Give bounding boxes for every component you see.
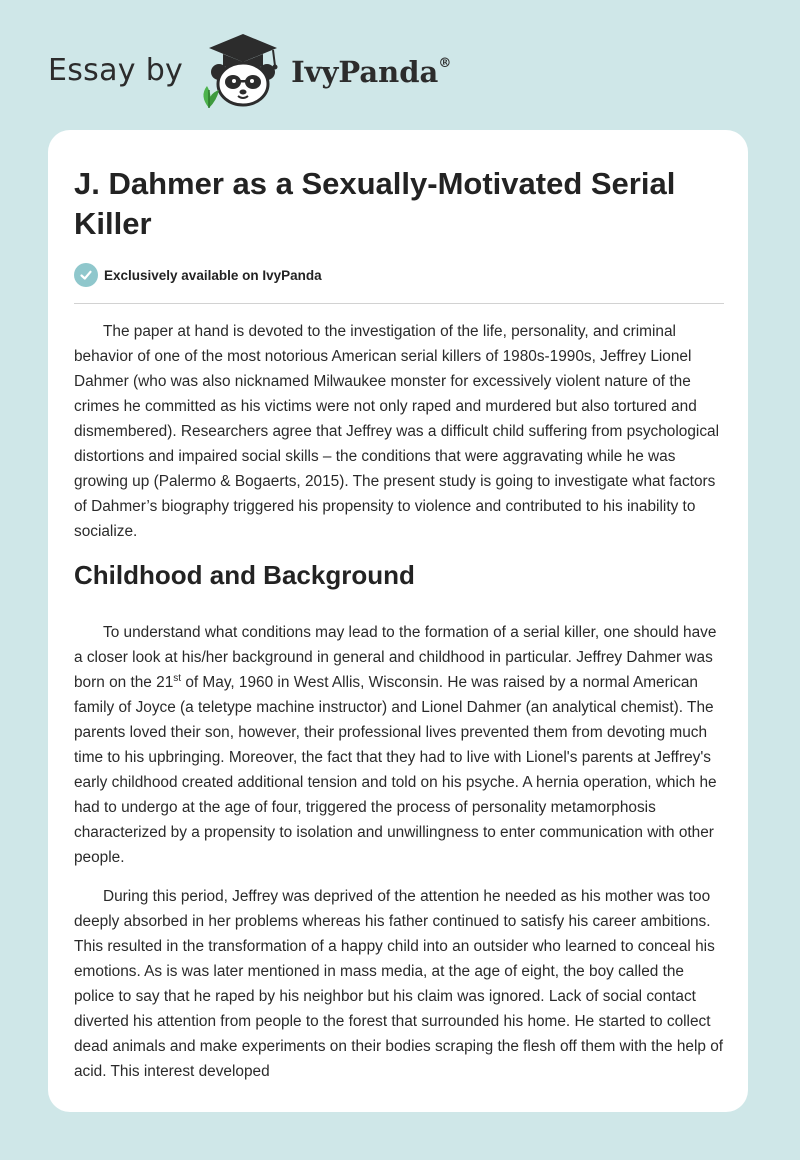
p2-text-after: of May, 1960 in West Allis, Wisconsin. He was raised by a normal American family of Joyce (a teletype machine instructor) and Lionel Dahmer (an analytical chemist). The parents loved their son, however, their professional lives prevented them from devoting much time to his upbringing. Moreover, the fact that they had to live with Lionel's parents at Jeffrey's early childhood created additional tension and told on his psyche. A hernia operation, which he had to undergo at the age of four, triggered the process of personality metamorphosis characterized by a propensity to isolation and unwillingness to enter communication with other people. bbox=[74, 674, 717, 866]
brand-label: IvyPanda bbox=[291, 55, 439, 89]
section-heading: Childhood and Background bbox=[74, 560, 415, 590]
essay-card bbox=[48, 130, 748, 1112]
brand-name[interactable] bbox=[291, 55, 451, 89]
exclusive-badge bbox=[74, 263, 322, 287]
intro-paragraph: The paper at hand is devoted to the investigation of the life, personality, and criminal behavior of one of the most notorious American serial killers of 1980s-1990s, Jeffrey Lionel Dahmer (who was also nicknamed Milwaukee monster for excessively violent nature of the crimes he committed as his victims were not only raped and murdered but also tortured and dismembered). Researchers agree that Jeffrey was a difficult child suffering from psychological distortions and impaired social skills – the conditions that were aggravating while he was growing up (Palermo & Bogaerts, 2015). The present study is going to investigate what factors of Dahmer’s biography triggered his propensity to violence and contributed to his inability to socialize. bbox=[74, 323, 720, 540]
essay-body bbox=[74, 319, 726, 1098]
registered-mark: ® bbox=[438, 56, 452, 72]
background-paragraph bbox=[74, 620, 726, 870]
check-badge-icon bbox=[74, 263, 98, 287]
p2-text-before: To understand what conditions may lead to the formation of a serial killer, one should have a closer look at his/her background in general and childhood in particular. Jeffrey Dahmer was born on the 21 bbox=[74, 624, 717, 691]
exclusive-label: Exclusively available on IvyPanda bbox=[104, 267, 322, 283]
divider bbox=[74, 303, 724, 304]
panda-logo-icon[interactable] bbox=[195, 30, 287, 110]
essay-by-label: Essay by bbox=[48, 52, 184, 88]
p2-ordinal-suffix: st bbox=[173, 672, 182, 684]
essay-title: J. Dahmer as a Sexually-Motivated Serial Killer bbox=[74, 166, 676, 241]
site-header bbox=[48, 30, 451, 110]
childhood-paragraph: During this period, Jeffrey was deprived of the attention he needed as his mother was too deeply absorbed in her problems whereas his father continued to satisfy his career ambitions. This resulted in the transformation of a happy child into an outsider who learned to conceal his emotions. As is was later mentioned in mass media, at the age of eight, the boy called the police to say that he raped by his neighbor but his claim was ignored. Lack of social contact diverted his attention from people to the forest that surrounded his home. He started to collect dead animals and make experiments on their bodies scraping the flesh off them with the help of acid. This interest developed bbox=[74, 888, 724, 1080]
